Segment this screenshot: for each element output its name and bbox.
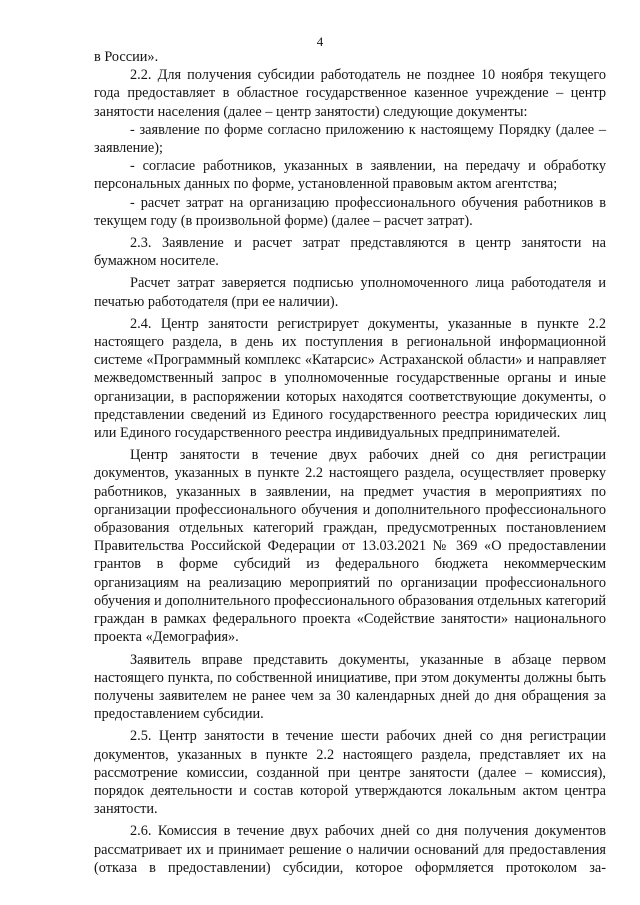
paragraph-2-5: 2.5. Центр занятости в течение шести рабочих дней со дня регистрации документов, указанных в пункте 2.2 настоящего раздела, представляет их на рассмотрение комиссии, созданной при центре занятости (далее – комиссия), порядок деятельности и состав которой утверждаются локальным актом центра занятости. bbox=[94, 728, 606, 818]
list-item-cost-calculation: - расчет затрат на организацию профессионального обучения работников в текущем году (в произвольной форме) (далее – расчет затрат). bbox=[94, 194, 606, 229]
paragraph-applicant-right: Заявитель вправе представить документы, указанные в абзаце первом настоящего пункта, по собственной инициативе, при этом документы должны быть получены заявителем не ранее чем за 30 календарных дней до дня обращения за предоставлением субсидии. bbox=[94, 651, 606, 723]
document-body bbox=[94, 48, 606, 880]
paragraph-worker-check: Центр занятости в течение двух рабочих дней со дня регистрации документов, указанных в пункте 2.2 настоящего раздела, осуществляет проверку работников, указанных в заявлении, на предмет участия в мероприятиях по организации профессионального обучения и дополнительного профессионального образования отдельных категорий граждан, предусмотренных постановлением Правительства Российской Федерации от 13.03.2021 № 369 «О предоставлении грантов в форме субсидий из федерального бюджета некоммерческим организациям на реализацию мероприятий по организации профессионального обучения и дополнительного профессионального образования отдельных категорий граждан в рамках федерального проекта «Содействие занятости» национального проекта «Демография». bbox=[94, 447, 606, 646]
paragraph-cost-certification: Расчет затрат заверяется подписью уполномоченного лица работодателя и печатью работодателя (при ее наличии). bbox=[94, 275, 606, 310]
paragraph-2-2: 2.2. Для получения субсидии работодатель не позднее 10 ноября текущего года предоставляет в областное государственное казенное учреждение – центр занятости населения (далее – центр занятости) следующие документы: bbox=[94, 67, 606, 120]
paragraph-2-3: 2.3. Заявление и расчет затрат представляются в центр занятости на бумажном носителе. bbox=[94, 235, 606, 270]
scan-artifact: ·· bbox=[193, 874, 197, 880]
list-item-consent: - согласие работников, указанных в заявлении, на передачу и обработку персональных данных по форме, установленной правовым актом агентства; bbox=[94, 158, 606, 193]
paragraph-2-4: 2.4. Центр занятости регистрирует документы, указанные в пункте 2.2 настоящего раздела, в день их поступления в региональной информационной системе «Программный комплекс «Катарсис» Астраханской области» и направляет межведомственный запрос в уполномоченные государственные органы и иные организации, в распоряжении которых находятся соответствующие документы, о представлении сведений из Единого государственного реестра юридических лиц или Единого государственного реестра индивидуальных предпринимателей. bbox=[94, 315, 606, 442]
paragraph-2-6: 2.6. Комиссия в течение двух рабочих дней со дня получения документов рассматривает их и принимает решение о наличии оснований для предоставления (отказа в предоставлении) субсидии, которое оформляется протоколом за- bbox=[94, 823, 606, 876]
page-number: 4 bbox=[316, 34, 324, 49]
paragraph-continuation: в России». bbox=[94, 49, 159, 65]
list-item-application: - заявление по форме согласно приложению к настоящему Порядку (далее – заявление); bbox=[94, 121, 606, 157]
